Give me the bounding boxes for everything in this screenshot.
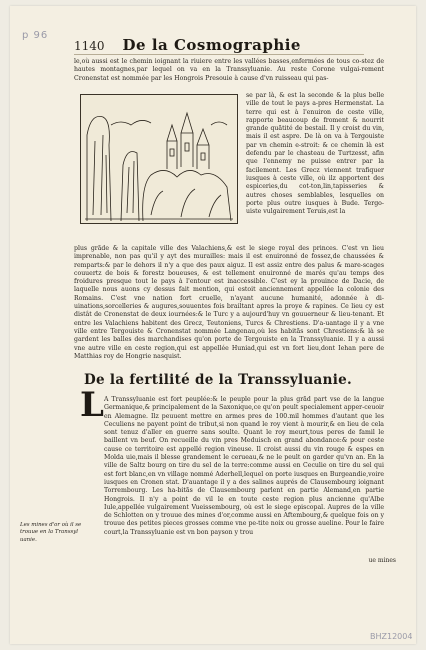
woodcut-illustration bbox=[80, 94, 238, 224]
wrap-paragraph bbox=[246, 92, 384, 216]
running-title: De la Cosmographie bbox=[122, 36, 301, 54]
woodcut-drawing bbox=[81, 95, 237, 223]
drop-cap: L bbox=[80, 385, 104, 425]
running-head bbox=[74, 36, 364, 55]
handwritten-annotation: p 96 bbox=[22, 30, 49, 41]
top-paragraph bbox=[74, 58, 384, 83]
handwritten-reference: BHZ12004 bbox=[370, 632, 413, 641]
body-text-2: A Transsyluanie est fort peuplée:& le peuple pour la plus grãd part vse de la langue Germanique,& principalement de la Saxonique,ce qu'on peult specialement apper-ceuoir en Alemagne. Ilz peuuent mettre en armes pres de 100.mil hommes d'autant que les Ceculiens ne payent point de tribut,si non quand le roy vient à mourir,& en lieu de cela sont tenuz d'aller en guerre sans soulte. Quant le roy meurt,tous peres de famil le baillent vn beuf. On recueille du vin pres Meduisch en grand abondance:& pour ceste cause ce territoire est appellé region vineuse. Il croist aussi du vin rouge & espes en Molda uie,mais il blesse grandement le cerueau,& ne le peult on garder qu'vn an. En la ville de Saltz bourg on tire du sel de la terre:comme aussi en Ceculie on tire du sel qui est fort blanc,en vn village nommé Aderhell,lequel on porte iusques en Burgeandie,voire iusques en Cronen stat. D'auantage il y a des salines auprés de Clausembourg ioignant Torrembourg. Les ha-bitãs de Clausembourg parlent en partie Alemand,en partie Hongrois. Il n'y a point de vil le en toute ceste region plus ancienne qu'Albe Iule,appellée vulgairement Vueissembourg, où est le siege episcopal. Aupres de la ville de Schlotten on y trouue des mines d'or,comme aussi en Aftembourg,& quelque fois on y trouue des petites pieces grosses comme vne pe-tite noix ou grosse aueline. Pour le faire court,la Transsyluanie est vn bon payson y trou bbox=[104, 396, 384, 536]
body-text-1: plus grãde & la capitale ville des Valachiens,& est le siege royal des princes. C'est vn lieu imprenable, non pas qu'il y ayt des murailles: mais il est enuironné de fossez,de chaussées & remparts:& par le dehors il n'y a que des paux aiguz. Il est assiz entre des palus & mare-scages couuertz de bois & forestz boueuses, & est tellement enuironné de marés qu'au temps des froidures presque tout le pays à l'entour est inaccessible. C'est ey la prouince de Dacie, de laquelle nous auons cy dessus fait mention, qui estoit anciennement appellée la colonie des Romains. C'est vne nation fort cruelle, n'ayant aucune humanité, adonnée à di-uinations,sorcelleries & augures,souuentes fois brailtant apres la proye & rapines. Ce lieu cy est distât de Cronenstat de deux iournées:& le Turc y a aujourd'huy vn gouuerneur & lieu-tenant. Et entre les Valachiens habitent des Grecz, Teutoniens, Turcs & Chrestiens. D'a-uantage il y a vne ville entre Tergouiste & Cronenstat nommée Langenau,où les habitãs sont Chrestiens:& là se gardent les balles des marchandises qu'on porte de Tergouiste en la Transsyluanie. Il y a aussi vne autre ville en ceste region,qui est appellée Huniad,qui est vn fort lieu,dont Iehan pere de Matthias roy de Hongrie nasquist. bbox=[74, 245, 384, 360]
catchword: ue mines bbox=[368, 557, 396, 564]
body-paragraph-2 bbox=[104, 396, 384, 537]
body-paragraph-1 bbox=[74, 245, 384, 361]
wrap-text: se par là, & est la seconde & la plus belle ville de tout le pays a-pres Hermenstat. La terre qui est à l'enuiron de ceste ville, rapporte beaucoup de froment & nourrit grande quãtité de bestail. Il y croist du vin, mais il est aspre. De là on va à Tergouiste par vn chemin e-stroit: & ce chemin là est defendu par le chasteau de Turtzesst, afin que l'ennemy ne puisse entrer par la facilement. Les Grecz viennent trafiquer iusques à ceste ville, où ilz apportent des espiceries,du cot-ton,lin,tapisseries & autres choses semblables, lesquelles on porte plus outre iusques à Bude. Tergo-uiste vulgairement Teruis,est la bbox=[246, 92, 384, 216]
margin-note: Les mines d'or où il se trouue en la Transsyl uanie. bbox=[20, 522, 82, 543]
top-text: le,où aussi est le chemin ioignant la riuiere entre les vallées basses,enfermées de tous co-stez de hautes montagnes,par lequel on va en la Transsyluanie. Au reste Corone vulgai-rement Cronenstat est nommée par les Hongrois Presouie à cause d'vn ruisseau qui pas- bbox=[74, 58, 384, 82]
section-heading: De la fertilité de la Transsyluanie. bbox=[84, 372, 353, 388]
page-number: 1140 bbox=[74, 39, 105, 53]
